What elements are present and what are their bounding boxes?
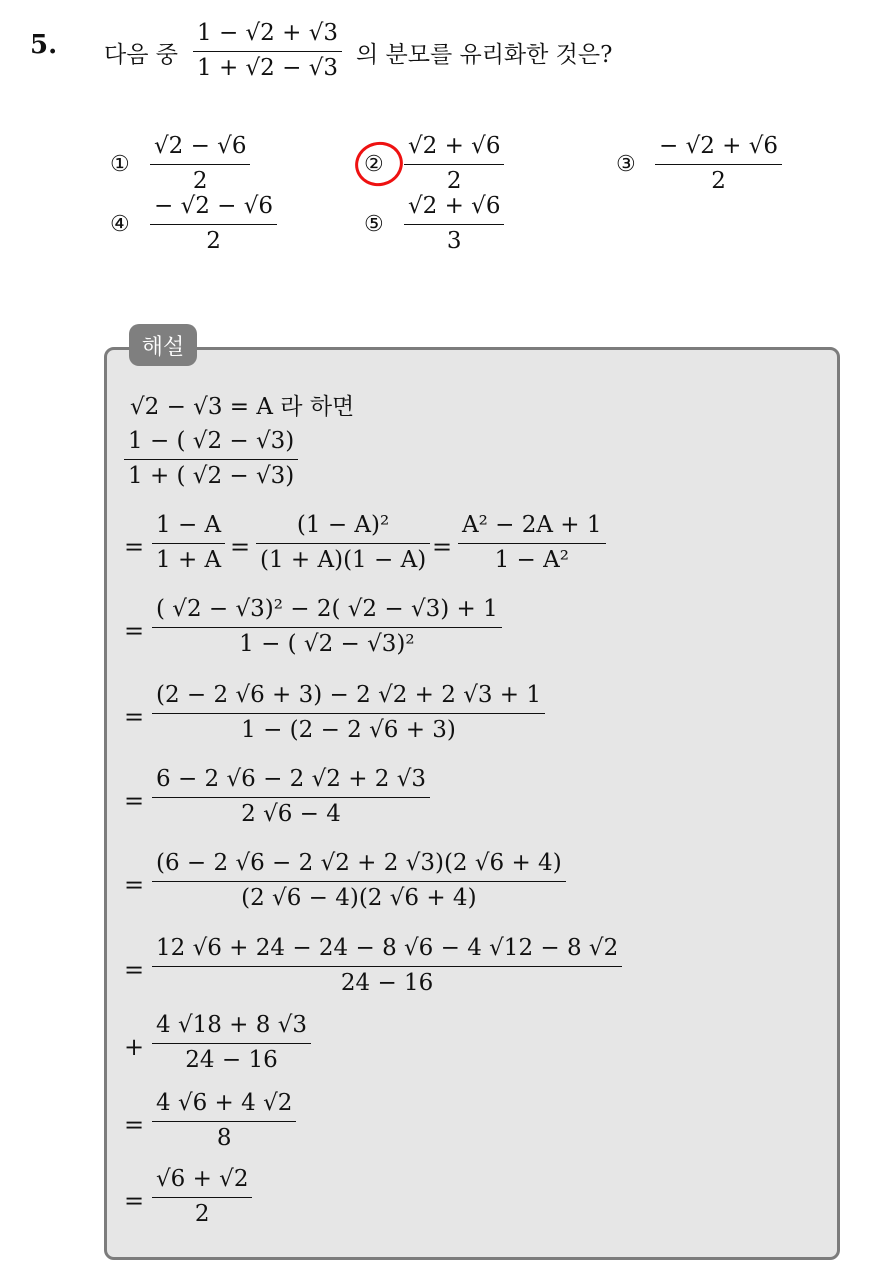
fraction-bar — [124, 459, 298, 460]
denominator: 2 √6 − 4 — [241, 801, 341, 827]
choice-3-mark[interactable]: ③ — [616, 152, 636, 177]
solution-fraction-2 — [152, 598, 502, 656]
equals-sign: = — [124, 1111, 145, 1139]
choice-2-denominator: 2 — [446, 168, 462, 194]
fraction-bar — [256, 543, 430, 544]
choice-2-numerator: √2 + √6 — [408, 133, 501, 159]
choice-2-mark[interactable]: ② — [364, 152, 384, 177]
fraction-bar — [150, 164, 250, 165]
question-number: 5. — [30, 30, 58, 60]
equals-sign: = — [124, 956, 145, 984]
numerator: 4 √18 + 8 √3 — [156, 1012, 307, 1038]
fraction-bar — [152, 966, 622, 967]
numerator: ( √2 − √3)² − 2( √2 − √3) + 1 — [156, 596, 498, 622]
solution-fraction-8 — [152, 1092, 296, 1150]
numerator: 1 − A — [156, 512, 222, 538]
fraction-bar — [152, 627, 502, 628]
numerator: (2 − 2 √6 + 3) − 2 √2 + 2 √3 + 1 — [156, 682, 542, 708]
fraction-bar — [404, 224, 504, 225]
fraction-bar — [152, 1197, 252, 1198]
solution-fraction-9 — [152, 1168, 252, 1226]
equals-sign: = — [124, 533, 145, 561]
solution-fraction-7 — [152, 1014, 311, 1072]
choice-4-mark[interactable]: ④ — [110, 212, 130, 237]
choice-4-fraction[interactable] — [150, 195, 277, 253]
choice-3-numerator: − √2 + √6 — [659, 133, 779, 159]
choice-3-denominator: 2 — [711, 168, 726, 194]
fraction-bar — [152, 797, 430, 798]
denominator: 24 − 16 — [185, 1047, 278, 1073]
choice-1-denominator: 2 — [192, 168, 208, 194]
numerator: 1 − ( √2 − √3) — [128, 428, 295, 454]
fraction-bar — [152, 881, 566, 882]
question-fraction-denominator: 1 + √2 − √3 — [197, 55, 338, 81]
solution-fraction-0 — [124, 430, 298, 488]
plus-sign: + — [124, 1033, 145, 1061]
equals-sign: = — [124, 703, 145, 731]
solution-fraction-4 — [152, 768, 430, 826]
equals-sign: = — [124, 871, 145, 899]
choice-3-fraction[interactable] — [655, 135, 782, 193]
denominator: 1 − ( √2 − √3)² — [239, 631, 415, 657]
fraction-bar — [152, 543, 225, 544]
numerator: (6 − 2 √6 − 2 √2 + 2 √3)(2 √6 + 4) — [156, 850, 562, 876]
fraction-bar — [193, 51, 342, 52]
choice-2-fraction[interactable] — [404, 135, 504, 193]
solution-fraction-5 — [152, 852, 566, 910]
denominator: 2 — [194, 1201, 210, 1227]
numerator: 4 √6 + 4 √2 — [156, 1090, 293, 1116]
denominator: 24 − 16 — [340, 970, 434, 996]
denominator: 1 + A — [156, 547, 222, 573]
equals-sign: = — [124, 617, 145, 645]
numerator: A² − 2A + 1 — [462, 512, 602, 538]
fraction-bar — [655, 164, 782, 165]
choice-5-fraction[interactable] — [404, 195, 504, 253]
solution-fraction-3 — [152, 684, 545, 742]
solution-fraction-6 — [152, 937, 622, 995]
choice-5-mark[interactable]: ⑤ — [364, 212, 384, 237]
fraction-bar — [150, 224, 277, 225]
fraction-bar — [152, 713, 545, 714]
question-prefix: 다음 중 — [104, 42, 178, 68]
fraction-bar — [152, 1043, 311, 1044]
fraction-bar — [404, 164, 504, 165]
numerator: 6 − 2 √6 − 2 √2 + 2 √3 — [156, 766, 427, 792]
question-suffix: 의 분모를 유리화한 것은? — [356, 42, 613, 68]
denominator: 1 + ( √2 − √3) — [128, 463, 295, 489]
choice-4-denominator: 2 — [206, 228, 221, 254]
denominator: (2 √6 − 4)(2 √6 + 4) — [241, 885, 477, 911]
equals-sign: = — [432, 533, 453, 561]
choice-5-numerator: √2 + √6 — [408, 193, 501, 219]
denominator: (1 + A)(1 − A) — [260, 547, 427, 573]
numerator: (1 − A)² — [296, 512, 390, 538]
question-fraction-numerator: 1 − √2 + √3 — [197, 20, 338, 46]
denominator: 1 − (2 − 2 √6 + 3) — [241, 717, 456, 743]
solution-tag: 해설 — [129, 324, 197, 366]
choice-4-numerator: − √2 − √6 — [154, 193, 274, 219]
denominator: 1 − A² — [494, 547, 569, 573]
choice-1-mark[interactable]: ① — [110, 152, 130, 177]
solution-substitution: √2 − √3 = A 라 하면 — [130, 394, 355, 420]
fraction-bar — [458, 543, 606, 544]
choice-1-fraction[interactable] — [150, 135, 250, 193]
solution-fraction-1b — [256, 514, 430, 572]
solution-fraction-1a — [152, 514, 225, 572]
fraction-bar — [152, 1121, 296, 1122]
question-fraction — [193, 22, 342, 80]
equals-sign: = — [124, 1187, 145, 1215]
numerator: √6 + √2 — [156, 1166, 249, 1192]
equals-sign: = — [230, 533, 251, 561]
numerator: 12 √6 + 24 − 24 − 8 √6 − 4 √12 − 8 √2 — [156, 935, 619, 961]
denominator: 8 — [216, 1125, 232, 1151]
choice-1-numerator: √2 − √6 — [154, 133, 247, 159]
equals-sign: = — [124, 787, 145, 815]
solution-fraction-1c — [458, 514, 606, 572]
choice-5-denominator: 3 — [446, 228, 462, 254]
